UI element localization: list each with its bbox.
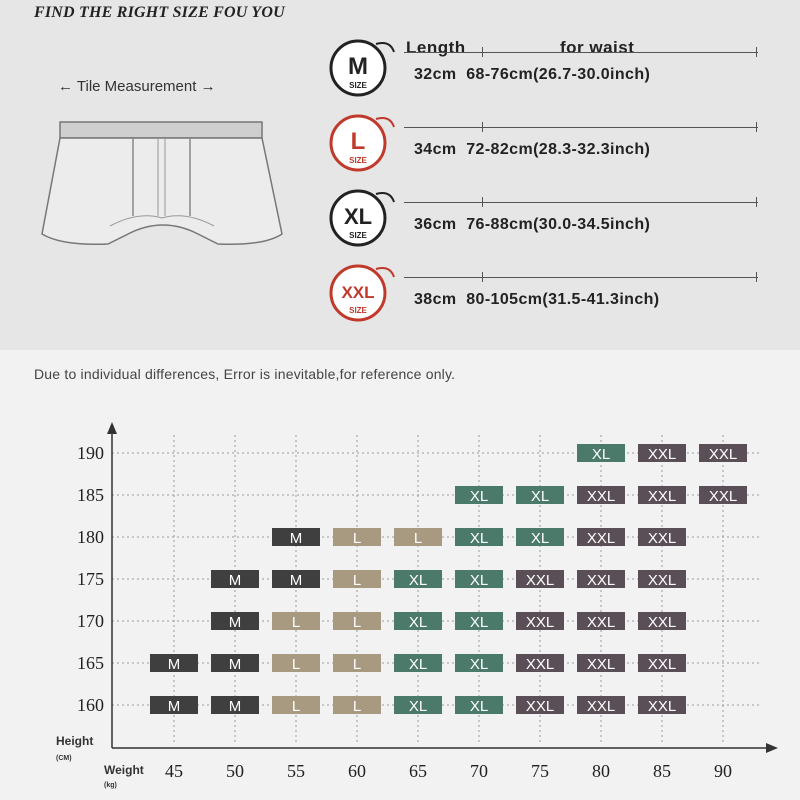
size-cell-label: XXL bbox=[708, 488, 738, 505]
y-tick-label: 175 bbox=[77, 569, 104, 589]
size-cell-label: XXL bbox=[586, 530, 616, 547]
size-cell-label: L bbox=[352, 614, 362, 631]
size-cell-label: XXL bbox=[647, 530, 677, 547]
size-cell-label: XXL bbox=[708, 446, 738, 463]
size-m-badge-icon bbox=[324, 36, 398, 98]
arrow-right-icon: → bbox=[200, 78, 216, 95]
length-column-header: Length bbox=[406, 38, 466, 57]
size-row-xxl bbox=[322, 255, 762, 325]
size-cell-label: XL bbox=[469, 614, 489, 631]
y-axis-unit: (CM) bbox=[56, 755, 72, 762]
size-cell-label: M bbox=[167, 698, 181, 715]
size-xxl-badge-letter: XXL bbox=[341, 283, 375, 302]
size-cell-label: XXL bbox=[647, 572, 677, 589]
size-cell-label: XL bbox=[469, 530, 489, 547]
y-axis-label: Height bbox=[56, 734, 94, 748]
disclaimer-note: Due to individual differences, Error is inevitable,for reference only. bbox=[34, 366, 456, 382]
size-row-divider bbox=[404, 202, 758, 203]
size-cell-label: M bbox=[228, 614, 242, 631]
size-cell-label: XL bbox=[469, 488, 489, 505]
size-row-divider bbox=[404, 52, 758, 53]
size-cell-label: XXL bbox=[525, 614, 555, 631]
y-tick-label: 170 bbox=[77, 611, 104, 631]
size-cell-label: XXL bbox=[647, 656, 677, 673]
size-l-length: 34cm bbox=[414, 141, 457, 158]
size-xxl-waist: 80-105cm(31.5-41.3inch) bbox=[466, 291, 660, 308]
size-cell-label: XL bbox=[408, 614, 428, 631]
x-tick-label: 70 bbox=[470, 761, 488, 781]
x-tick-label: 55 bbox=[287, 761, 305, 781]
size-cell-label: L bbox=[352, 656, 362, 673]
size-l-badge-sub: SIZE bbox=[349, 156, 367, 165]
size-xxl-badge-sub: SIZE bbox=[349, 306, 367, 315]
size-cell-label: XXL bbox=[647, 488, 677, 505]
y-axis-arrow-icon bbox=[107, 422, 117, 434]
size-cell-label: XXL bbox=[647, 446, 677, 463]
size-m-length: 32cm bbox=[414, 66, 457, 83]
size-cell-label: L bbox=[291, 614, 301, 631]
size-xl-badge-sub: SIZE bbox=[349, 231, 367, 240]
size-cell-label: XXL bbox=[525, 572, 555, 589]
size-cell-label: XXL bbox=[586, 488, 616, 505]
size-cell-label: XL bbox=[591, 446, 611, 463]
size-cell-label: M bbox=[228, 698, 242, 715]
size-cell-label: XL bbox=[469, 656, 489, 673]
underwear-illustration bbox=[28, 116, 298, 256]
size-cell-label: XXL bbox=[525, 698, 555, 715]
x-axis-label: Weight bbox=[104, 763, 144, 777]
x-tick-label: 50 bbox=[226, 761, 244, 781]
size-cell-label: XL bbox=[469, 698, 489, 715]
x-tick-label: 85 bbox=[653, 761, 671, 781]
size-l-waist: 72-82cm(28.3-32.3inch) bbox=[466, 141, 651, 158]
y-tick-label: 185 bbox=[77, 485, 104, 505]
size-xxl-badge-icon bbox=[324, 261, 398, 323]
size-xxl-values bbox=[414, 291, 660, 309]
size-xl-waist: 76-88cm(30.0-34.5inch) bbox=[466, 216, 651, 233]
tile-measurement-label bbox=[58, 78, 216, 95]
arrow-left-icon: ← bbox=[58, 78, 73, 95]
size-cell-label: L bbox=[291, 656, 301, 673]
size-cell-label: M bbox=[289, 530, 303, 547]
size-cell-label: L bbox=[352, 572, 362, 589]
size-cell-label: XXL bbox=[586, 698, 616, 715]
size-xl-badge-letter: XL bbox=[343, 204, 373, 229]
x-axis-arrow-icon bbox=[766, 743, 778, 753]
y-tick-label: 180 bbox=[77, 527, 104, 547]
size-cell-label: L bbox=[413, 530, 423, 547]
x-axis-unit: (kg) bbox=[104, 782, 117, 789]
size-m-waist: 68-76cm(26.7-30.0inch) bbox=[466, 66, 651, 83]
size-cell-label: XL bbox=[408, 698, 428, 715]
size-chart-panel bbox=[0, 350, 800, 800]
size-xl-values bbox=[414, 216, 650, 234]
size-m-badge-sub: SIZE bbox=[349, 81, 367, 90]
size-cell-label: M bbox=[167, 656, 181, 673]
size-cell-label: L bbox=[352, 530, 362, 547]
y-tick-label: 190 bbox=[77, 443, 104, 463]
size-cell-label: XL bbox=[469, 572, 489, 589]
size-cell-label: XL bbox=[530, 488, 550, 505]
x-tick-label: 80 bbox=[592, 761, 610, 781]
y-tick-label: 160 bbox=[77, 695, 104, 715]
size-xl-length: 36cm bbox=[414, 216, 457, 233]
size-chart bbox=[0, 350, 800, 800]
waist-column-header: for waist bbox=[560, 38, 635, 57]
size-cell-label: XXL bbox=[586, 656, 616, 673]
x-tick-label: 65 bbox=[409, 761, 427, 781]
tile-measurement-text: Tile Measurement bbox=[76, 78, 197, 95]
size-cell-label: XL bbox=[408, 572, 428, 589]
size-m-badge-letter: M bbox=[348, 53, 368, 80]
page-title: FIND THE RIGHT SIZE FOU YOU bbox=[34, 4, 285, 21]
size-cell-label: M bbox=[228, 656, 242, 673]
size-l-badge-letter: L bbox=[350, 128, 366, 155]
size-xxl-length: 38cm bbox=[414, 291, 457, 308]
size-cell-label: XL bbox=[530, 530, 550, 547]
size-m-values bbox=[414, 66, 650, 84]
size-cell-label: M bbox=[289, 572, 303, 589]
x-tick-label: 60 bbox=[348, 761, 366, 781]
size-row-xl bbox=[322, 180, 762, 250]
x-tick-label: 45 bbox=[165, 761, 183, 781]
size-cell-label: XXL bbox=[586, 572, 616, 589]
size-cell-label: M bbox=[228, 572, 242, 589]
x-tick-label: 75 bbox=[531, 761, 549, 781]
size-cell-label: L bbox=[291, 698, 301, 715]
size-cell-label: XXL bbox=[647, 698, 677, 715]
size-row-m bbox=[322, 30, 762, 100]
size-row-l bbox=[322, 105, 762, 175]
size-cell-label: XL bbox=[408, 656, 428, 673]
size-cell-label: XXL bbox=[647, 614, 677, 631]
size-xl-badge-icon bbox=[324, 186, 398, 248]
size-cell-label: XXL bbox=[525, 656, 555, 673]
size-cell-label: L bbox=[352, 698, 362, 715]
size-info-panel bbox=[0, 0, 800, 350]
x-tick-label: 90 bbox=[714, 761, 732, 781]
size-cell-label: XXL bbox=[586, 614, 616, 631]
size-l-badge-icon bbox=[324, 111, 398, 173]
y-tick-label: 165 bbox=[77, 653, 104, 673]
size-l-values bbox=[414, 141, 650, 159]
size-row-divider bbox=[404, 127, 758, 128]
size-row-divider bbox=[404, 277, 758, 278]
